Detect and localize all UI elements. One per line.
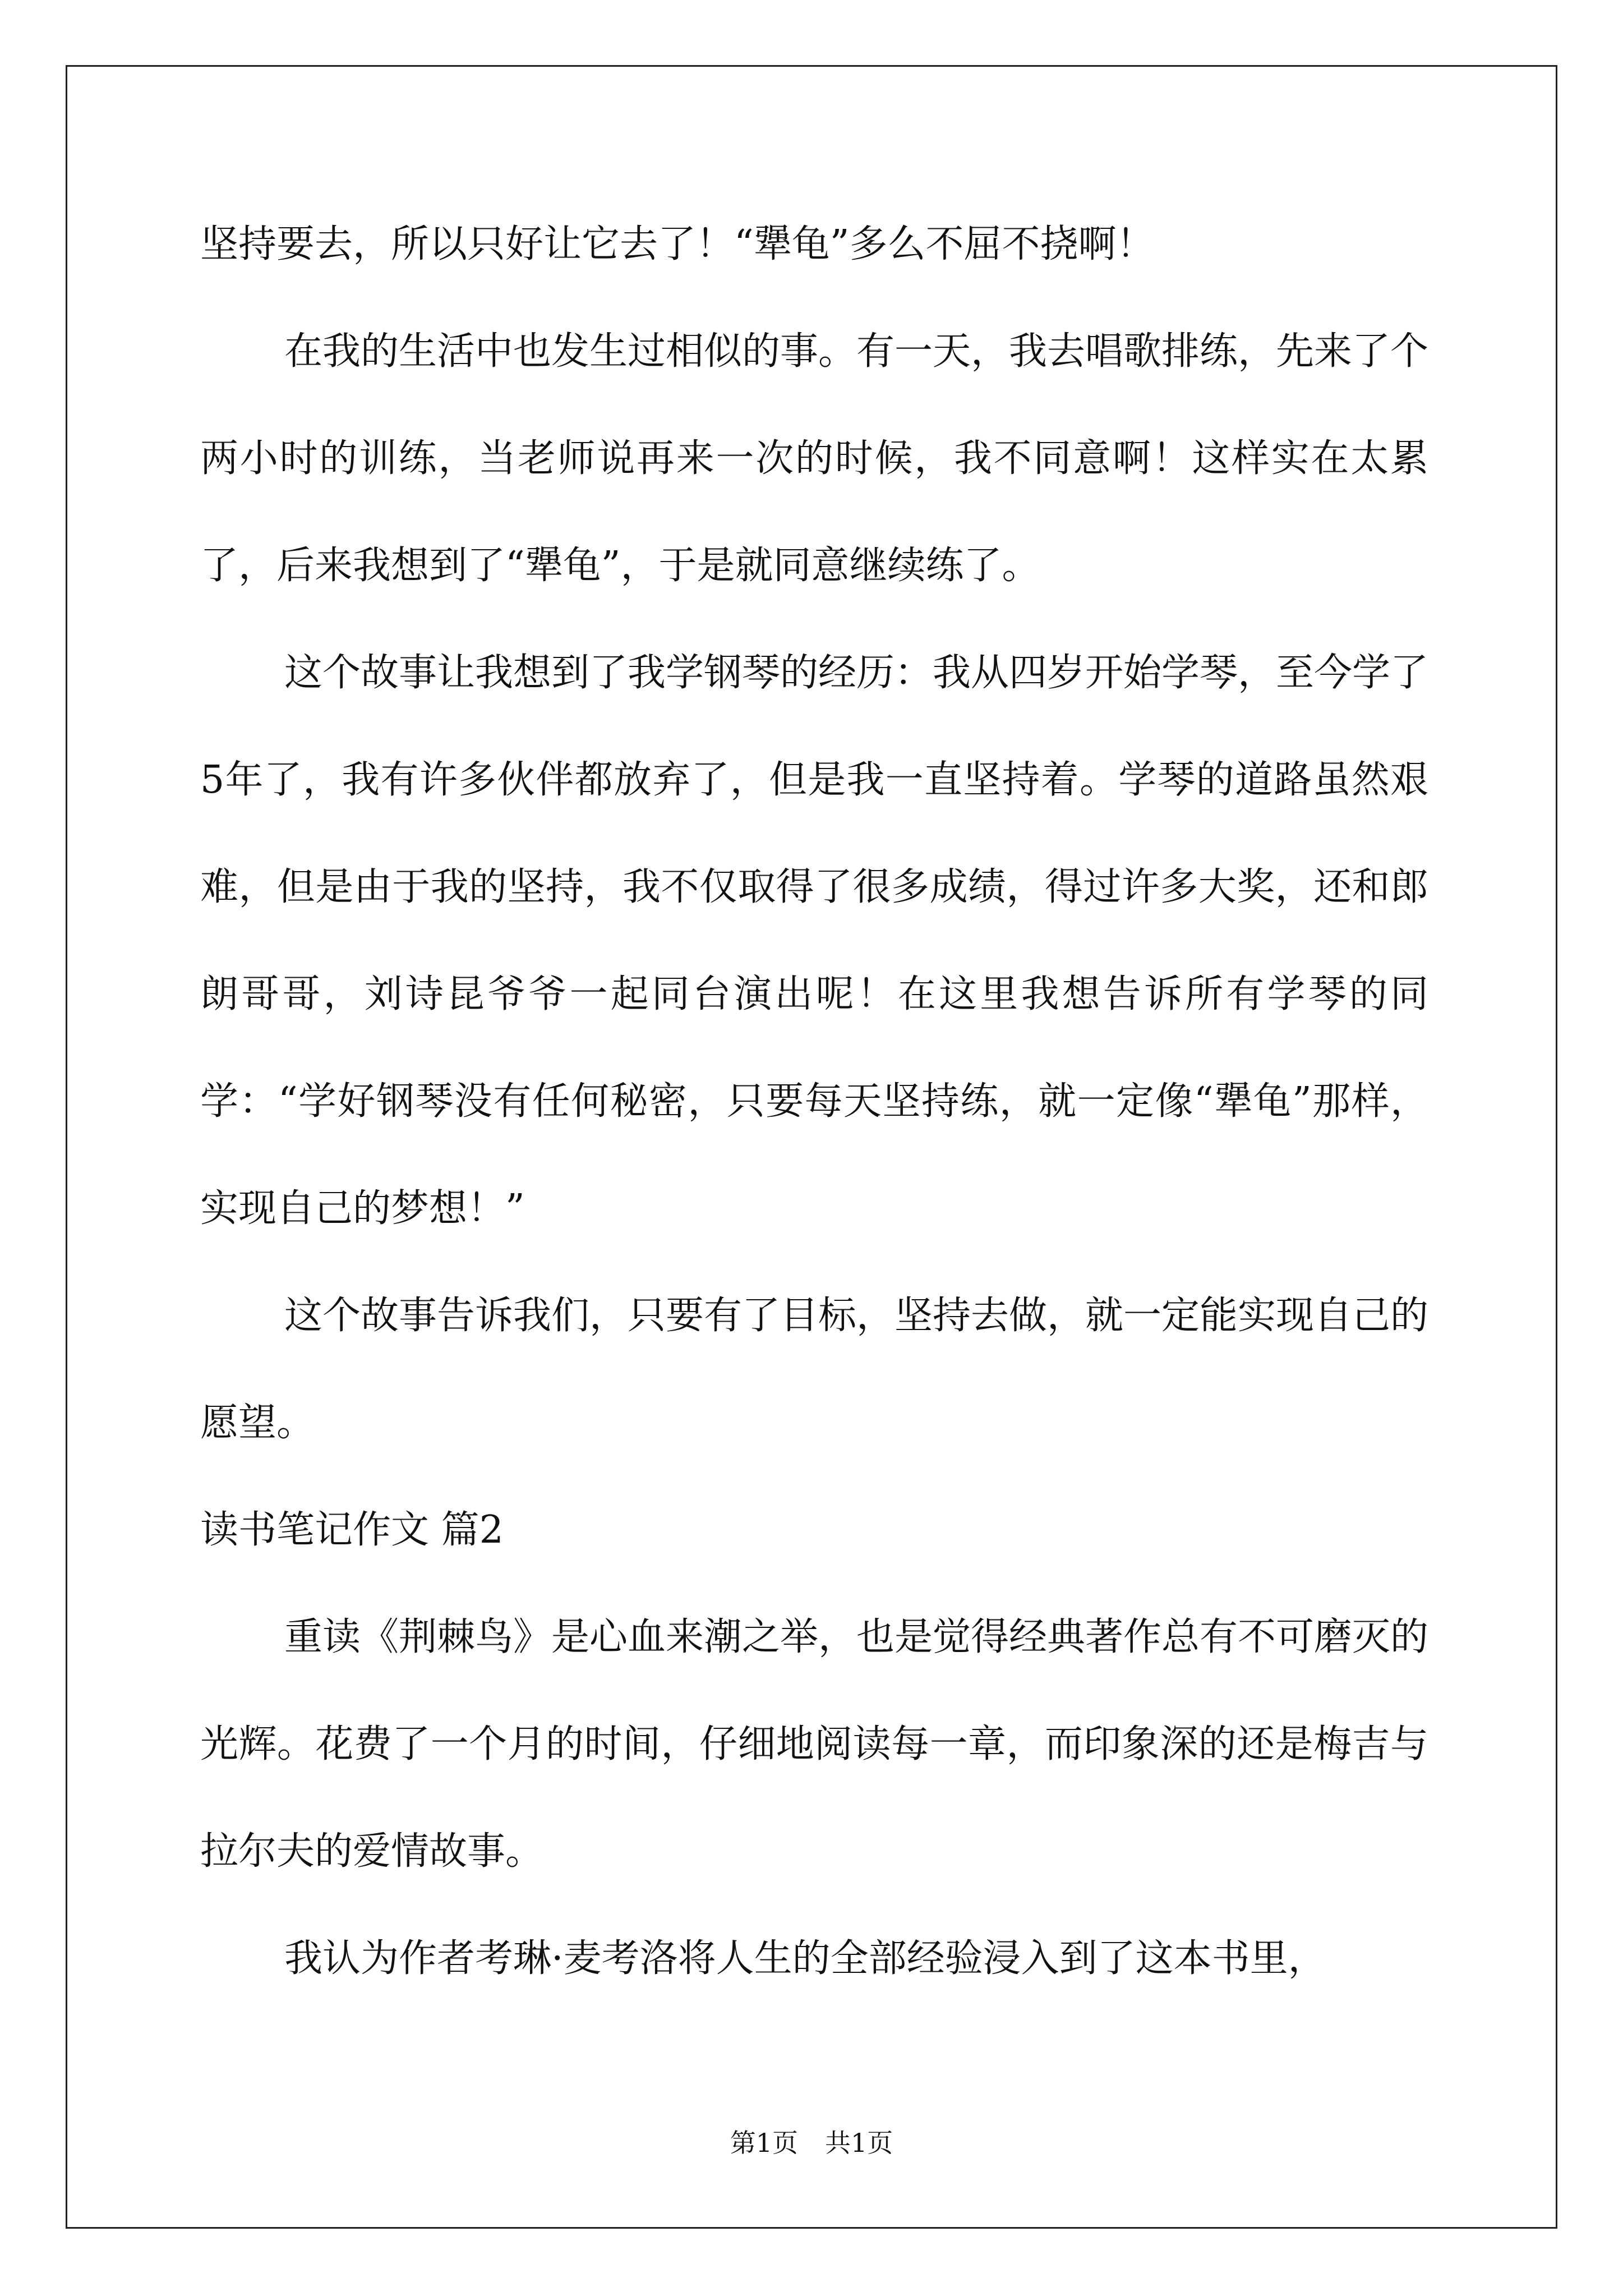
document-body [200, 191, 1428, 2012]
paragraph-5: 重读《荆棘鸟》是心血来潮之举，也是觉得经典著作总有不可磨灭的光辉。花费了一个月的时间，仔细地阅读每一章，而印象深的还是梅吉与拉尔夫的爱情故事。 [200, 1615, 1429, 1874]
section-heading: 读书笔记作文 篇2 [200, 1508, 504, 1552]
paragraph-6: 我认为作者考琳·麦考洛将人生的全部经验浸入到了这本书里， [284, 1936, 1326, 1981]
page-total: 共1页 [825, 2128, 893, 2158]
page-footer [0, 2126, 1623, 2160]
page-number: 第1页 [730, 2128, 798, 2158]
paragraph-4: 这个故事告诉我们，只要有了目标，坚持去做，就一定能实现自己的愿望。 [200, 1294, 1429, 1445]
paragraph-2: 在我的生活中也发生过相似的事。有一天，我去唱歌排练，先来了个两小时的训练，当老师说再来一次的时候，我不同意啊！这样实在太累了，后来我想到了“犟龟”，于是就同意继续练了。 [200, 329, 1429, 588]
paragraph-3: 这个故事让我想到了我学钢琴的经历：我从四岁开始学琴，至今学了5年了，我有许多伙伴都放弃了，但是我一直坚持着。学琴的道路虽然艰难，但是由于我的坚持，我不仅取得了很多成绩，得过许多大奖，还和郎朗哥哥，刘诗昆爷爷一起同台演出呢！在这里我想告诉所有学琴的同学：“学好钢琴没有任何秘密，只要每天坚持练，就一定像“犟龟”那样，实现自己的梦想！” [200, 651, 1429, 1231]
paragraph-1: 坚持要去，所以只好让它去了！“犟龟”多么不屈不挠啊！ [200, 222, 1155, 266]
